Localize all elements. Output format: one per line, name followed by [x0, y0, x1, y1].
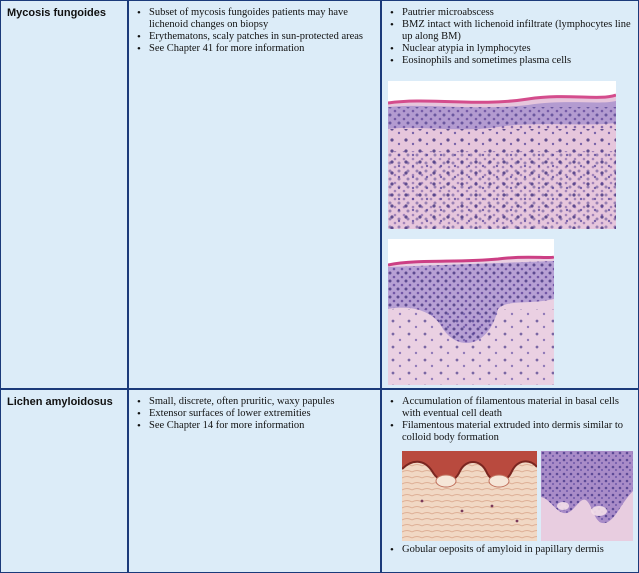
column-divider — [380, 1, 382, 572]
list-item: • Erythematons, scaly patches in sun-protected areas — [135, 31, 371, 43]
list-item: • Pautrier microabscess — [388, 7, 633, 19]
row-label-lichen-amyloidosus: Lichen amyloidosus — [7, 396, 113, 408]
list-item: • Filamentous material extruded into dermis similar to colloid body formation — [388, 420, 633, 444]
clinical-list-lichen-amyloidosus — [135, 396, 371, 432]
histology-list-lichen-amyloidosus — [388, 396, 633, 444]
list-item: • See Chapter 14 for more information — [135, 420, 371, 432]
list-item: • Gobular oeposits of amyloid in papillary dermis — [388, 544, 633, 556]
histology-list-mycosis-fungoides — [388, 7, 633, 67]
row-label-mycosis-fungoides: Mycosis fungoides — [7, 7, 107, 19]
row-divider — [1, 388, 638, 390]
list-item: • See Chapter 41 for more information — [135, 43, 371, 55]
micrograph-pautrier-image — [388, 81, 616, 229]
list-item: • Small, discrete, often pruritic, waxy papules — [135, 396, 371, 408]
list-item: • Nuclear atypia in lymphocytes — [388, 43, 633, 55]
micrograph-lichenoid-infiltrate-image — [388, 239, 554, 385]
list-item: • Extensor surfaces of lower extremities — [135, 408, 371, 420]
clinical-list-mycosis-fungoides — [135, 7, 371, 55]
list-item: • Subset of mycosis fungoides patients may have lichenoid changes on biopsy — [135, 7, 371, 31]
list-item: • BMZ intact with lichenoid infiltrate (lymphocytes line up along BM) — [388, 19, 633, 43]
micrograph-amyloid-high-power-image — [541, 451, 633, 541]
micrograph-amyloid-low-power-image — [402, 451, 537, 541]
histology-list-lichen-amyloidosus-continued — [388, 544, 633, 556]
list-item: • Eosinophils and sometimes plasma cells — [388, 55, 633, 67]
column-divider — [127, 1, 129, 572]
list-item: • Accumulation of filamentous material in basal cells with eventual cell death — [388, 396, 633, 420]
